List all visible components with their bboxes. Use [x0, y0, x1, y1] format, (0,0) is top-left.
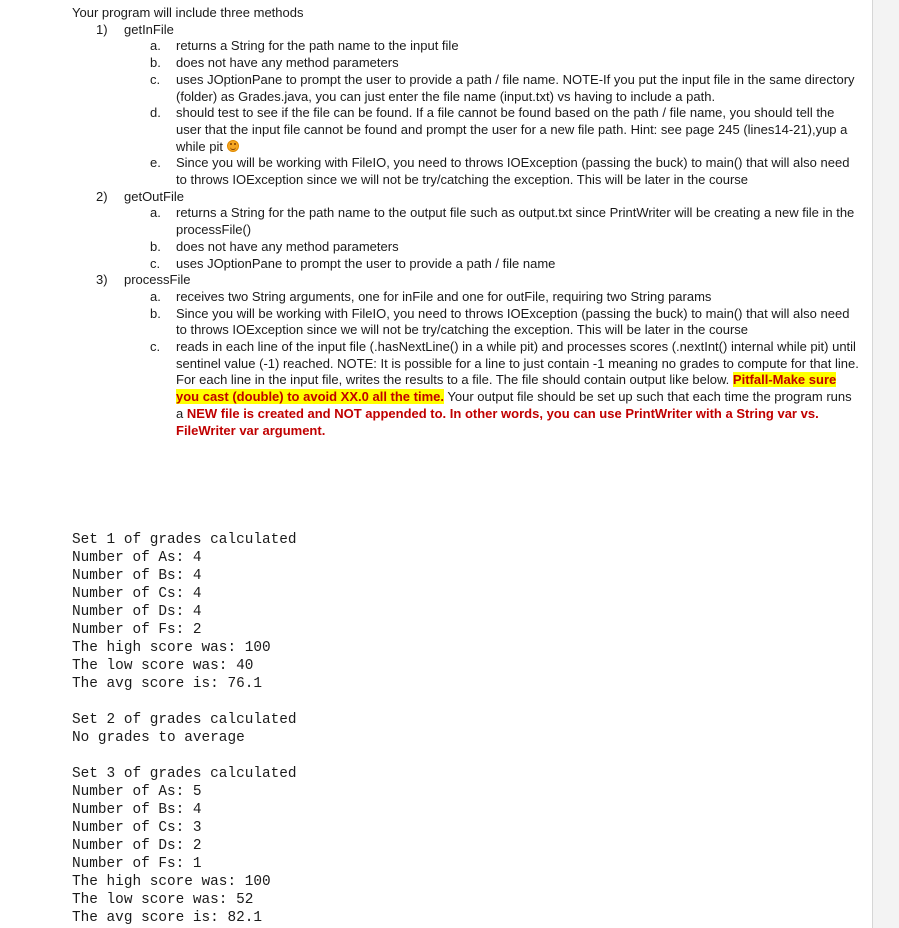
instructions [72, 5, 862, 439]
method-name: processFile [124, 272, 191, 288]
output-line: The avg score is: 82.1 [72, 910, 262, 926]
output-line: Number of Fs: 2 [72, 622, 202, 638]
smiley-icon [227, 140, 239, 152]
output-set-2 [72, 711, 297, 747]
method-processfile [72, 272, 862, 439]
output-line: Set 1 of grades calculated [72, 532, 297, 548]
method-heading [96, 272, 862, 289]
output-line: The high score was: 100 [72, 874, 271, 890]
list-item: e. Since you will be working with FileIO, you need to throws IOException (passing the buck) to main() that will also need to throws IOException since we will not be try/catching the exception. This will be later in the course [150, 155, 850, 188]
method-number: 2) [96, 188, 108, 204]
method-name: getOutFile [124, 188, 184, 204]
output-line: The avg score is: 76.1 [72, 676, 262, 692]
output-line: Number of Bs: 4 [72, 802, 202, 818]
output-line: The low score was: 52 [72, 892, 254, 908]
list-item: c. uses JOptionPane to prompt the user to provide a path / file name [150, 255, 556, 271]
list-item: a. returns a String for the path name to the output file such as output.txt since PrintWriter will be creating a new file in the processFile() [150, 205, 855, 238]
list-item: c. reads in each line of the input file (.hasNextLine() in a while pit) and processes scores (.nextInt() internal while pit) until sentinel value (-1) reached. NOTE: It is possible for a line to just contain -1 meaning no grades to compute for that line. For each line in the input file, writes the results to a file. The file should contain output like below. Pitfall-Make sure you cast (double) to avoid XX.0 all the time. Your output file should be set up such that each time the program runs a NEW file is created and NOT appended to. In other words, you can use PrintWriter with a String var vs. FileWriter var argument. [150, 339, 859, 438]
list-item: b. does not have any method parameters [150, 238, 399, 254]
output-line: Number of As: 5 [72, 784, 202, 800]
output-line: The high score was: 100 [72, 640, 271, 656]
output-line: Number of Cs: 3 [72, 820, 202, 836]
output-line: No grades to average [72, 730, 245, 746]
method-heading [96, 22, 862, 39]
list-item: a. receives two String arguments, one for inFile and one for outFile, requiring two String params [150, 288, 712, 304]
method-name: getInFile [124, 21, 174, 37]
output-line: Number of As: 4 [72, 550, 202, 566]
list-item: d. should test to see if the file can be found. If a file cannot be found based on the path / file name, you should tell the user that the input file cannot be found and prompt the user for a new file path. Hint: see page 245 (lines14-21),yup a while pit [150, 105, 848, 154]
output-line: Number of Fs: 1 [72, 856, 202, 872]
list-item: c. uses JOptionPane to prompt the user to provide a path / file name. NOTE-If you put the input file in the same directory (folder) as Grades.java, you can just enter the file name (input.txt) vs having to include a path. [150, 71, 855, 104]
output-line: Number of Bs: 4 [72, 568, 202, 584]
output-set-1 [72, 531, 297, 693]
method-number: 3) [96, 272, 108, 288]
output-line: The low score was: 40 [72, 658, 254, 674]
method-getoutfile [72, 189, 862, 273]
red-emphasis: NEW file is created and NOT appended to. In other words, you can use PrintWriter with a String var vs. FileWriter var argument. [176, 405, 819, 438]
method-heading [96, 189, 862, 206]
right-scroll-gutter [872, 0, 899, 928]
intro-text: Your program will include three methods [72, 5, 304, 20]
output-line: Number of Ds: 2 [72, 838, 202, 854]
method-number: 1) [96, 21, 108, 37]
list-item: b. Since you will be working with FileIO, you need to throws IOException (passing the buck) to main() that will also need to throws IOException since we will not be try/catching the exception. This will be later in the course [150, 305, 850, 338]
sample-output [72, 531, 297, 927]
output-line: Set 3 of grades calculated [72, 766, 297, 782]
output-line: Set 2 of grades calculated [72, 712, 297, 728]
list-item: b. does not have any method parameters [150, 55, 399, 71]
pitfall-highlight: Pitfall-Make sure you cast (double) to avoid XX.0 all the time. [176, 372, 837, 405]
method-getinfile [72, 22, 862, 189]
output-set-3 [72, 765, 297, 927]
list-item: a. returns a String for the path name to the input file [150, 38, 459, 54]
output-line: Number of Ds: 4 [72, 604, 202, 620]
output-line: Number of Cs: 4 [72, 586, 202, 602]
